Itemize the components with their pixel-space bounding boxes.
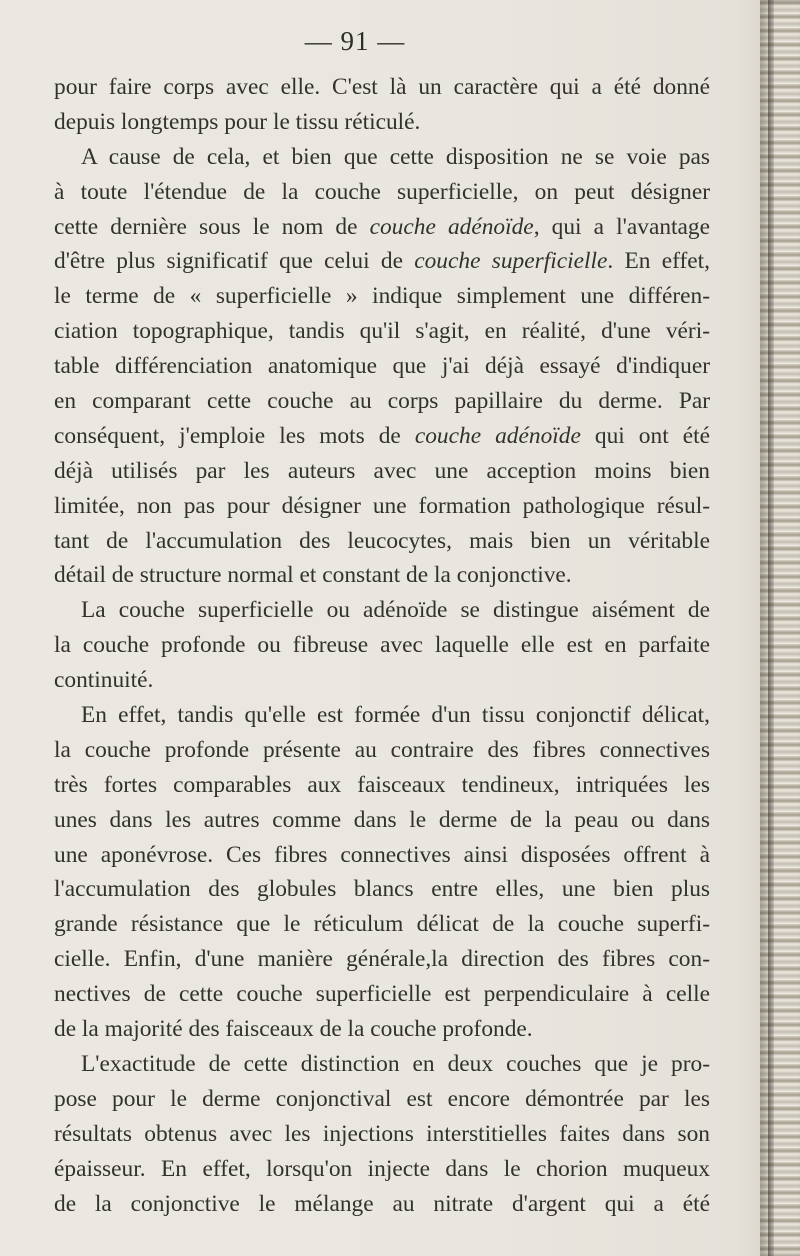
text-segment: en comparant cette couche au corps papillaire du derme. Par bbox=[54, 388, 710, 415]
text-line bbox=[54, 140, 710, 175]
text-segment: de la majorité des faisceaux de la couche profonde. bbox=[54, 1016, 533, 1043]
text-line bbox=[54, 803, 710, 838]
text-line bbox=[54, 210, 710, 245]
italic-term: couche adénoïde bbox=[369, 213, 534, 240]
text-segment: . En effet, bbox=[607, 248, 710, 275]
text-segment: une aponévrose. Ces fibres connectives ainsi disposées offrent à bbox=[54, 841, 710, 868]
text-segment: l'accumulation des globules blancs entre elles, une bien plus bbox=[54, 876, 710, 903]
text-segment: le terme de « superficielle » indique simplement une différen- bbox=[54, 283, 710, 310]
text-line bbox=[54, 558, 710, 593]
text-line bbox=[54, 489, 710, 524]
text-segment: à toute l'étendue de la couche superficielle, on peut désigner bbox=[54, 178, 710, 205]
text-segment: qui ont été bbox=[580, 422, 710, 449]
text-line bbox=[54, 175, 710, 210]
text-line bbox=[54, 1012, 710, 1047]
text-segment: d'être plus significatif que celui de bbox=[54, 248, 415, 275]
text-segment: L'exactitude de cette distinction en deux couches que je pro- bbox=[81, 1050, 710, 1077]
text-segment: tant de l'accumulation des leucocytes, mais bien un véritable bbox=[54, 527, 710, 554]
text-line bbox=[54, 907, 710, 942]
binding-shadow bbox=[768, 0, 774, 1256]
text-line bbox=[54, 1187, 710, 1222]
page-number: — 91 — bbox=[304, 26, 406, 56]
text-segment: En effet, tandis qu'elle est formée d'un tissu conjonctif délicat, bbox=[81, 702, 710, 729]
text-line bbox=[54, 733, 710, 768]
text-segment: A cause de cela, et bien que cette disposition ne se voie pas bbox=[81, 143, 710, 170]
text-segment: très fortes comparables aux faisceaux tendineux, intriquées les bbox=[54, 771, 710, 798]
text-segment: pose pour le derme conjonctival est encore démontrée par les bbox=[54, 1085, 710, 1112]
text-segment: pour faire corps avec elle. C'est là un caractère qui a été donné bbox=[54, 74, 710, 100]
text-segment: épaisseur. En effet, lorsqu'on injecte dans le chorion muqueux bbox=[54, 1155, 710, 1182]
text-segment: la couche profonde ou fibreuse avec laquelle elle est en parfaite bbox=[54, 632, 710, 659]
text-line bbox=[54, 1117, 710, 1152]
text-segment: la couche profonde présente au contraire des fibres connectives bbox=[54, 736, 710, 763]
text-line bbox=[54, 349, 710, 384]
text-segment: conséquent, j'emploie les mots de bbox=[54, 422, 415, 449]
body-text bbox=[54, 70, 710, 1221]
book-binding-edge bbox=[760, 0, 800, 1256]
text-line bbox=[54, 768, 710, 803]
text-line bbox=[54, 698, 710, 733]
text-line bbox=[54, 872, 710, 907]
italic-term: couche superficielle bbox=[414, 248, 608, 275]
text-line bbox=[54, 244, 710, 279]
text-line bbox=[54, 1082, 710, 1117]
text-segment: table différenciation anatomique que j'ai déjà essayé d'indiquer bbox=[54, 353, 710, 380]
text-segment: unes dans les autres comme dans le derme de la peau ou dans bbox=[54, 806, 710, 833]
text-segment: continuité. bbox=[54, 667, 154, 694]
text-segment: déjà utilisés par les auteurs avec une acception moins bien bbox=[54, 457, 710, 484]
text-segment: cette dernière sous le nom de bbox=[54, 213, 370, 240]
text-segment: depuis longtemps pour le tissu réticulé. bbox=[54, 108, 421, 135]
text-segment: nectives de cette couche superficielle est perpendiculaire à celle bbox=[54, 981, 710, 1008]
text-segment: La couche superficielle ou adénoïde se distingue aisément de bbox=[81, 597, 710, 624]
text-segment: , qui a l'avantage bbox=[533, 213, 710, 240]
text-line bbox=[54, 838, 710, 873]
text-line bbox=[54, 1152, 710, 1187]
text-segment: ciation topographique, tandis qu'il s'agit, en réalité, d'une véri- bbox=[54, 318, 710, 345]
text-line bbox=[54, 419, 710, 454]
italic-term: couche adénoïde bbox=[414, 422, 581, 449]
text-segment: grande résistance que le réticulum délicat de la couche superfi- bbox=[54, 911, 710, 938]
text-line bbox=[54, 977, 710, 1012]
text-line bbox=[54, 942, 710, 977]
text-segment: cielle. Enfin, d'une manière générale,la direction des fibres con- bbox=[54, 946, 710, 973]
text-line bbox=[54, 628, 710, 663]
text-line bbox=[54, 314, 710, 349]
text-line bbox=[54, 384, 710, 419]
text-line bbox=[54, 593, 710, 628]
text-line bbox=[54, 70, 710, 105]
text-segment: résultats obtenus avec les injections interstitielles faites dans son bbox=[54, 1120, 710, 1147]
text-line bbox=[54, 105, 710, 140]
text-line bbox=[54, 663, 710, 698]
text-line bbox=[54, 1047, 710, 1082]
text-segment: détail de structure normal et constant de la conjonctive. bbox=[54, 562, 572, 589]
text-line bbox=[54, 279, 710, 314]
text-line bbox=[54, 524, 710, 559]
text-segment: limitée, non pas pour désigner une formation pathologique résul- bbox=[54, 492, 710, 519]
text-line bbox=[54, 454, 710, 489]
text-segment: de la conjonctive le mélange au nitrate d'argent qui a été bbox=[54, 1190, 710, 1217]
